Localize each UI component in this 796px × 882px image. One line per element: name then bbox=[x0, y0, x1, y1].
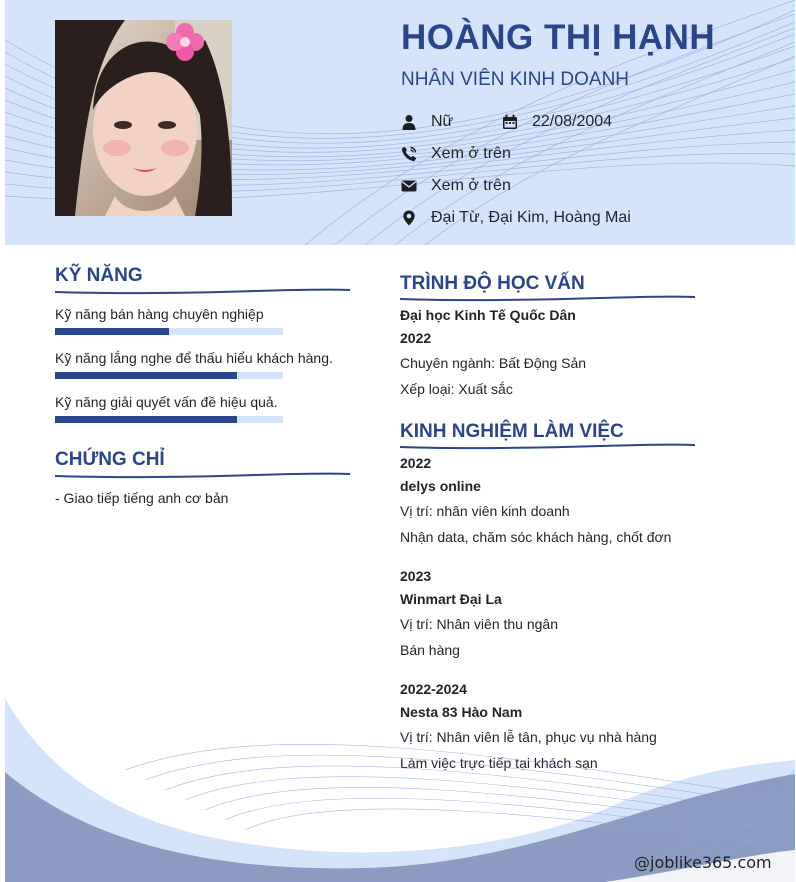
calendar-icon bbox=[502, 114, 518, 130]
experience-description: Làm việc trực tiếp tại khách sạn bbox=[400, 755, 598, 771]
location-pin-icon bbox=[401, 210, 417, 226]
birthdate-value: 22/08/2004 bbox=[532, 113, 613, 130]
school-name: Đại học Kinh Tế Quốc Dân bbox=[400, 307, 576, 323]
phone-row bbox=[401, 145, 511, 163]
skill-bar-fill bbox=[55, 328, 169, 335]
experience-year: 2022-2024 bbox=[400, 681, 467, 697]
skill-bar-fill bbox=[55, 416, 237, 423]
skill-bar bbox=[55, 372, 283, 379]
cv-page bbox=[5, 0, 795, 882]
skill-bar bbox=[55, 328, 283, 335]
footer-waves bbox=[5, 680, 795, 882]
experience-title: KINH NGHIỆM LÀM VIỆC bbox=[400, 421, 624, 442]
education-year: 2022 bbox=[400, 330, 432, 346]
gender-value: Nữ bbox=[431, 113, 454, 130]
birthdate-row bbox=[502, 113, 612, 131]
certificates-title-underline bbox=[55, 471, 350, 479]
experience-description: Nhận data, chăm sóc khách hàng, chốt đơn bbox=[400, 529, 672, 545]
phone-value: Xem ở trên bbox=[431, 145, 511, 162]
phone-icon bbox=[401, 146, 417, 162]
education-title: TRÌNH ĐỘ HỌC VẤN bbox=[400, 273, 585, 294]
envelope-icon bbox=[401, 178, 417, 194]
experience-company: delys online bbox=[400, 478, 481, 494]
skills-title-underline bbox=[55, 287, 350, 295]
skill-label: Kỹ năng giải quyết vấn đề hiệu quả. bbox=[55, 394, 278, 410]
email-row bbox=[401, 177, 511, 195]
experience-position: Vị trí: Nhân viên thu ngân bbox=[400, 616, 558, 632]
skill-bar-fill bbox=[55, 372, 237, 379]
email-value: Xem ở trên bbox=[431, 177, 511, 194]
header-band bbox=[5, 0, 795, 245]
skill-bar bbox=[55, 416, 283, 423]
address-row bbox=[401, 209, 631, 227]
footer-credit: @joblike365.com bbox=[634, 853, 772, 872]
skills-title: KỸ NĂNG bbox=[55, 265, 143, 286]
experience-position: Vị trí: Nhân viên lễ tân, phục vụ nhà hàng bbox=[400, 729, 657, 745]
experience-position: Vị trí: nhân viên kinh doanh bbox=[400, 503, 570, 519]
profile-photo bbox=[55, 20, 232, 216]
education-grade: Xếp loại: Xuất sắc bbox=[400, 381, 513, 397]
certificate-item: - Giao tiếp tiếng anh cơ bản bbox=[55, 490, 229, 506]
certificates-title: CHỨNG CHỈ bbox=[55, 449, 165, 470]
skill-label: Kỹ năng bán hàng chuyên nghiệp bbox=[55, 306, 264, 322]
gender-row bbox=[401, 113, 453, 131]
experience-year: 2023 bbox=[400, 568, 432, 584]
candidate-name: HOÀNG THỊ HẠNH bbox=[401, 18, 716, 57]
user-icon bbox=[401, 114, 417, 130]
job-title: NHÂN VIÊN KINH DOANH bbox=[401, 69, 630, 90]
education-title-underline bbox=[400, 294, 695, 302]
address-value: Đại Từ, Đại Kim, Hoàng Mai bbox=[431, 209, 631, 226]
experience-description: Bán hàng bbox=[400, 642, 460, 658]
experience-title-underline bbox=[400, 442, 695, 450]
experience-company: Nesta 83 Hào Nam bbox=[400, 704, 523, 720]
education-major: Chuyên ngành: Bất Động Sản bbox=[400, 355, 587, 371]
skill-label: Kỹ năng lắng nghe để thấu hiểu khách hàng. bbox=[55, 350, 333, 366]
experience-year: 2022 bbox=[400, 455, 432, 471]
experience-company: Winmart Đại La bbox=[400, 591, 502, 607]
